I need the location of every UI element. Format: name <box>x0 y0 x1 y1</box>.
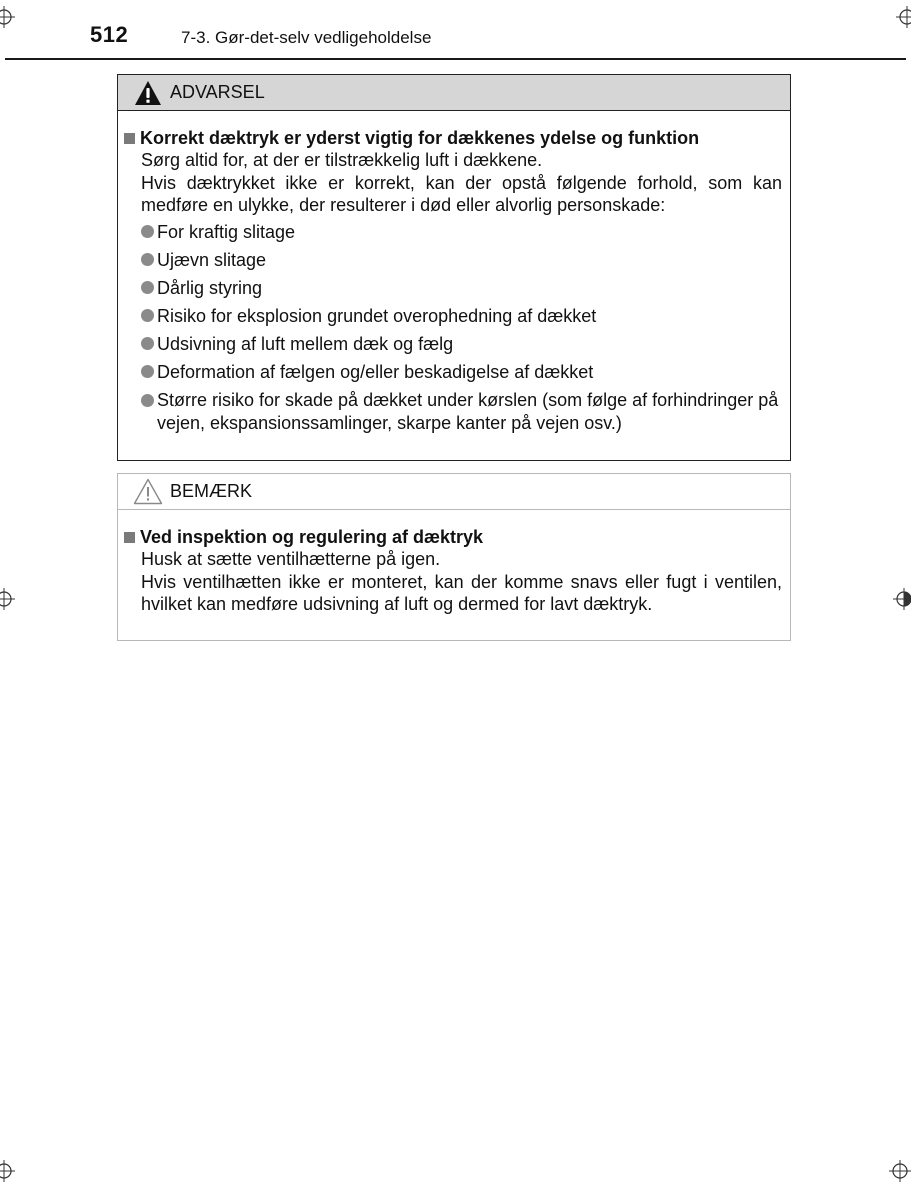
warning-label: ADVARSEL <box>170 82 265 102</box>
bullet-dot-icon <box>141 394 154 407</box>
list-item-text: Risiko for eksplosion grundet overophedning af dækket <box>157 305 597 326</box>
notice-box-header <box>118 474 790 510</box>
warning-box-header <box>118 75 790 111</box>
list-item <box>141 389 782 434</box>
bullet-dot-icon <box>141 337 154 350</box>
list-item-text: Udsivning af luft mellem dæk og fælg <box>157 333 454 354</box>
notice-box-body <box>118 510 790 616</box>
list-item-text: For kraftig slitage <box>157 221 296 242</box>
bullet-dot-icon <box>141 225 154 238</box>
notice-paragraph: Hvis ventilhætten ikke er monteret, kan der komme snavs eller fugt i ventilen, hvilket kan medføre udsivning af luft og dermed for lavt dæktryk. <box>141 571 782 614</box>
list-item <box>141 249 782 272</box>
section-title: 7-3. Gør-det-selv vedligeholdelse <box>181 28 432 47</box>
bullet-dot-icon <box>141 253 154 266</box>
list-item-text: Større risiko for skade på dækket under kørslen (som følge af forhindringer på vejen, ekspansionssamlinger, skarpe kanter på vejen osv.) <box>157 390 779 433</box>
crop-mark-bottom-left <box>0 1160 15 1182</box>
warning-box <box>117 74 791 461</box>
page-number: 512 <box>90 22 129 47</box>
warning-box-body <box>118 111 790 434</box>
crop-mark-top-left <box>0 6 15 28</box>
warning-paragraph: Hvis dæktrykket ikke er korrekt, kan der opstå følgende forhold, som kan medføre en ulykke, der resulterer i død eller alvorlig personskade: <box>141 172 782 215</box>
warning-triangle-icon <box>132 78 164 108</box>
list-item-text: Ujævn slitage <box>157 249 267 270</box>
notice-heading <box>124 526 782 548</box>
header-rule <box>5 58 906 60</box>
crop-mark-bottom-right <box>889 1160 911 1182</box>
notice-paragraph: Husk at sætte ventilhætterne på igen. <box>141 549 441 569</box>
square-bullet-icon <box>124 133 135 144</box>
caution-triangle-outline-icon <box>132 477 164 507</box>
list-item <box>141 221 782 244</box>
bullet-dot-icon <box>141 365 154 378</box>
notice-heading-text: Ved inspektion og regulering af dæktryk <box>140 527 484 547</box>
square-bullet-icon <box>124 532 135 543</box>
list-item-text: Deformation af fælgen og/eller beskadigelse af dækket <box>157 361 594 382</box>
bullet-dot-icon <box>141 309 154 322</box>
warning-heading-text: Korrekt dæktryk er yderst vigtig for dækkenes ydelse og funktion <box>140 128 700 148</box>
warning-heading <box>124 127 782 149</box>
crop-mark-mid-left <box>0 588 15 610</box>
notice-box <box>117 473 791 641</box>
warning-paragraph: Sørg altid for, at der er tilstrækkelig luft i dækkene. <box>141 150 543 170</box>
list-item <box>141 361 782 384</box>
list-item-text: Dårlig styring <box>157 277 263 298</box>
bullet-dot-icon <box>141 281 154 294</box>
list-item <box>141 333 782 356</box>
crop-mark-mid-right <box>893 588 911 610</box>
warning-bullet-list <box>141 221 782 435</box>
list-item <box>141 277 782 300</box>
crop-mark-top-right <box>896 6 911 28</box>
notice-label: BEMÆRK <box>170 481 253 501</box>
list-item <box>141 305 782 328</box>
